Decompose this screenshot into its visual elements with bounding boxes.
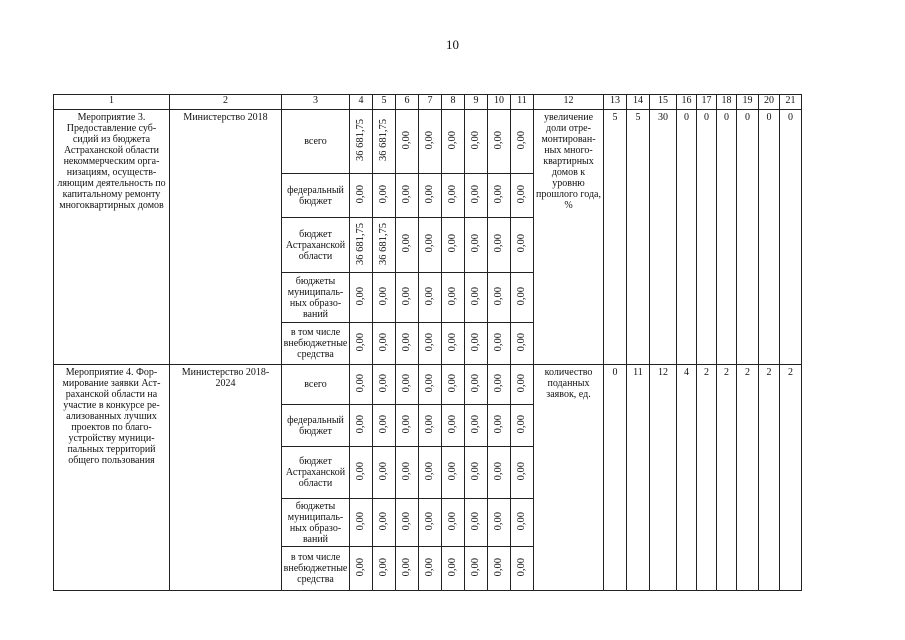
funding-value-cell	[488, 323, 511, 365]
funding-value-cell	[396, 218, 419, 273]
funding-value: 36 681,75	[355, 222, 366, 265]
funding-value-cell	[465, 547, 488, 591]
measure-title: Мероприятие 4. Формирование заявки Астраханской области на участие в конкурсе реализованных лучших проектов по благоустройству муниципальных территорий общего пользования	[54, 365, 170, 591]
funding-value: 0,00	[493, 414, 504, 434]
funding-value-cell	[442, 365, 465, 405]
funding-source: всего	[282, 110, 350, 174]
funding-value-cell	[419, 405, 442, 447]
funding-value-cell	[511, 174, 534, 218]
funding-value-cell	[373, 365, 396, 405]
funding-value: 0,00	[401, 414, 412, 434]
indicator-value: 0	[780, 110, 802, 365]
program-table	[53, 94, 802, 591]
indicator-value: 12	[650, 365, 677, 591]
funding-value-cell	[511, 499, 534, 547]
funding-value-cell	[511, 110, 534, 174]
column-header-4: 4	[350, 95, 373, 110]
funding-value-cell	[350, 174, 373, 218]
funding-value: 0,00	[493, 332, 504, 352]
column-header-3: 3	[282, 95, 350, 110]
funding-value: 0,00	[516, 130, 527, 150]
measure-executor: Министерство 2018-2024	[170, 365, 282, 591]
funding-source: в том числе внебюджетные средства	[282, 547, 350, 591]
funding-value: 0,00	[516, 557, 527, 577]
funding-value-cell	[396, 405, 419, 447]
funding-value: 0,00	[470, 286, 481, 306]
funding-value-cell	[396, 547, 419, 591]
funding-value: 0,00	[516, 286, 527, 306]
funding-value: 0,00	[355, 184, 366, 204]
funding-value-cell	[511, 218, 534, 273]
funding-value-cell	[396, 323, 419, 365]
funding-value-cell	[396, 447, 419, 499]
funding-value-cell	[419, 323, 442, 365]
funding-value-cell	[419, 499, 442, 547]
funding-value: 0,00	[401, 461, 412, 481]
funding-value-cell	[465, 323, 488, 365]
funding-value: 0,00	[493, 461, 504, 481]
funding-value: 0,00	[516, 511, 527, 531]
column-header-9: 9	[465, 95, 488, 110]
funding-value: 0,00	[401, 184, 412, 204]
funding-source: бюджеты муниципальных образований	[282, 273, 350, 323]
funding-value-cell	[396, 499, 419, 547]
column-header-14: 14	[627, 95, 650, 110]
funding-value: 0,00	[470, 130, 481, 150]
funding-value-cell	[465, 174, 488, 218]
funding-value-cell	[396, 110, 419, 174]
funding-value-cell	[419, 218, 442, 273]
table-row	[54, 110, 802, 174]
funding-source: бюджеты муниципальных образований	[282, 499, 350, 547]
funding-value-cell	[488, 174, 511, 218]
funding-value-cell	[442, 323, 465, 365]
funding-value: 0,00	[447, 461, 458, 481]
funding-value-cell	[488, 218, 511, 273]
funding-source: бюджет Астраханской области	[282, 447, 350, 499]
funding-value: 0,00	[447, 234, 458, 253]
funding-value: 0,00	[355, 332, 366, 352]
funding-value: 0,00	[516, 414, 527, 434]
funding-value: 0,00	[447, 414, 458, 434]
funding-value-cell	[465, 447, 488, 499]
funding-value-cell	[488, 273, 511, 323]
funding-value: 0,00	[470, 373, 481, 393]
column-header-10: 10	[488, 95, 511, 110]
funding-value-cell	[373, 499, 396, 547]
indicator-value: 4	[677, 365, 697, 591]
funding-value: 0,00	[355, 414, 366, 434]
funding-value-cell	[373, 323, 396, 365]
funding-value: 0,00	[424, 234, 435, 253]
column-header-20: 20	[759, 95, 780, 110]
funding-value: 0,00	[493, 184, 504, 204]
funding-value: 36 681,75	[378, 222, 389, 265]
funding-value-cell	[419, 447, 442, 499]
column-header-18: 18	[717, 95, 737, 110]
funding-value: 0,00	[424, 373, 435, 393]
indicator-value: 2	[697, 365, 717, 591]
indicator-value: 2	[737, 365, 759, 591]
column-header-1: 1	[54, 95, 170, 110]
funding-value: 0,00	[355, 511, 366, 531]
indicator-value: 2	[717, 365, 737, 591]
funding-value-cell	[465, 218, 488, 273]
funding-value: 0,00	[493, 234, 504, 253]
funding-value-cell	[419, 110, 442, 174]
indicator-value: 11	[627, 365, 650, 591]
funding-value: 0,00	[378, 373, 389, 393]
indicator-value: 2	[759, 365, 780, 591]
header-row	[54, 95, 802, 110]
funding-value-cell	[442, 174, 465, 218]
funding-value-cell	[511, 273, 534, 323]
funding-value: 0,00	[493, 511, 504, 531]
funding-value-cell	[465, 499, 488, 547]
funding-value: 0,00	[447, 286, 458, 306]
funding-value-cell	[442, 110, 465, 174]
column-header-11: 11	[511, 95, 534, 110]
funding-value-cell	[396, 174, 419, 218]
funding-value-cell	[488, 110, 511, 174]
funding-value: 0,00	[401, 511, 412, 531]
funding-value-cell	[350, 218, 373, 273]
funding-value: 0,00	[424, 461, 435, 481]
column-header-13: 13	[604, 95, 627, 110]
funding-value: 0,00	[378, 414, 389, 434]
funding-value-cell	[396, 273, 419, 323]
funding-source: всего	[282, 365, 350, 405]
funding-value-cell	[465, 365, 488, 405]
funding-value: 0,00	[401, 332, 412, 352]
funding-value: 0,00	[470, 332, 481, 352]
column-header-19: 19	[737, 95, 759, 110]
funding-value-cell	[511, 447, 534, 499]
indicator-value: 30	[650, 110, 677, 365]
funding-value: 0,00	[516, 373, 527, 393]
funding-value: 36 681,75	[378, 119, 389, 161]
funding-source: в том числе внебюджетные средства	[282, 323, 350, 365]
indicator-value: 5	[604, 110, 627, 365]
funding-value-cell	[350, 499, 373, 547]
indicator-value: 0	[677, 110, 697, 365]
funding-value: 0,00	[424, 414, 435, 434]
funding-value: 0,00	[447, 557, 458, 577]
funding-value: 0,00	[516, 461, 527, 481]
funding-source: федеральный бюджет	[282, 174, 350, 218]
funding-value-cell	[373, 547, 396, 591]
funding-value-cell	[373, 218, 396, 273]
funding-value: 0,00	[447, 511, 458, 531]
column-header-7: 7	[419, 95, 442, 110]
column-header-12: 12	[534, 95, 604, 110]
funding-source: бюджет Астраханской области	[282, 218, 350, 273]
column-header-16: 16	[677, 95, 697, 110]
funding-value-cell	[350, 405, 373, 447]
funding-value: 0,00	[424, 557, 435, 577]
funding-value: 0,00	[424, 184, 435, 204]
funding-value: 0,00	[516, 234, 527, 253]
funding-value: 0,00	[424, 332, 435, 352]
funding-value: 0,00	[447, 184, 458, 204]
funding-value-cell	[396, 365, 419, 405]
funding-value: 0,00	[378, 184, 389, 204]
funding-value: 0,00	[378, 461, 389, 481]
funding-value-cell	[373, 273, 396, 323]
funding-value-cell	[442, 405, 465, 447]
funding-value-cell	[373, 110, 396, 174]
column-header-8: 8	[442, 95, 465, 110]
funding-value: 0,00	[424, 130, 435, 150]
funding-value: 0,00	[355, 373, 366, 393]
funding-value-cell	[511, 547, 534, 591]
column-header-17: 17	[697, 95, 717, 110]
funding-value: 0,00	[516, 332, 527, 352]
funding-value: 0,00	[470, 234, 481, 253]
funding-value-cell	[442, 273, 465, 323]
indicator-name: количество поданных заявок, ед.	[534, 365, 604, 591]
funding-value: 0,00	[401, 557, 412, 577]
funding-value: 0,00	[447, 373, 458, 393]
funding-value-cell	[488, 365, 511, 405]
funding-value: 0,00	[470, 461, 481, 481]
column-header-15: 15	[650, 95, 677, 110]
measure-executor: Министерство 2018	[170, 110, 282, 365]
funding-value-cell	[350, 110, 373, 174]
funding-value-cell	[442, 218, 465, 273]
funding-value: 0,00	[401, 234, 412, 253]
funding-value-cell	[350, 547, 373, 591]
column-header-21: 21	[780, 95, 802, 110]
funding-value-cell	[350, 365, 373, 405]
funding-value-cell	[488, 405, 511, 447]
table-row	[54, 365, 802, 405]
funding-value: 0,00	[355, 461, 366, 481]
funding-value-cell	[511, 405, 534, 447]
funding-value: 0,00	[493, 130, 504, 150]
funding-value: 0,00	[493, 557, 504, 577]
funding-value: 0,00	[378, 511, 389, 531]
funding-value-cell	[350, 273, 373, 323]
funding-value: 0,00	[493, 286, 504, 306]
indicator-value: 0	[717, 110, 737, 365]
funding-value: 0,00	[470, 414, 481, 434]
funding-value: 0,00	[493, 373, 504, 393]
measure-title: Мероприятие 3. Предоставление субсидий из бюджета Астраханской области некоммерческим организациям, осуществляющим деятельность по капитальному ремонту многоквартирных домов	[54, 110, 170, 365]
column-header-6: 6	[396, 95, 419, 110]
indicator-name: увеличение доли отремонтированных многоквартирных домов к уровню прошлого года, %	[534, 110, 604, 365]
funding-value-cell	[442, 447, 465, 499]
funding-value: 0,00	[378, 557, 389, 577]
column-header-2: 2	[170, 95, 282, 110]
funding-value-cell	[419, 273, 442, 323]
funding-value: 0,00	[447, 130, 458, 150]
indicator-value: 2	[780, 365, 802, 591]
funding-value: 0,00	[424, 286, 435, 306]
funding-value-cell	[488, 547, 511, 591]
funding-value-cell	[419, 174, 442, 218]
indicator-value: 0	[697, 110, 717, 365]
funding-value-cell	[373, 174, 396, 218]
funding-value: 36 681,75	[355, 119, 366, 161]
column-header-5: 5	[373, 95, 396, 110]
funding-value: 0,00	[401, 373, 412, 393]
funding-value: 0,00	[516, 184, 527, 204]
funding-value: 0,00	[401, 130, 412, 150]
funding-value: 0,00	[401, 286, 412, 306]
funding-value: 0,00	[355, 286, 366, 306]
funding-value: 0,00	[470, 511, 481, 531]
funding-value-cell	[373, 447, 396, 499]
funding-value-cell	[488, 447, 511, 499]
funding-value: 0,00	[355, 557, 366, 577]
indicator-value: 0	[759, 110, 780, 365]
funding-source: федеральный бюджет	[282, 405, 350, 447]
funding-value-cell	[442, 547, 465, 591]
page-number: 10	[446, 37, 459, 52]
indicator-value: 0	[737, 110, 759, 365]
funding-value: 0,00	[378, 286, 389, 306]
indicator-value: 5	[627, 110, 650, 365]
funding-value-cell	[488, 499, 511, 547]
indicator-value: 0	[604, 365, 627, 591]
funding-value: 0,00	[424, 511, 435, 531]
funding-value-cell	[511, 365, 534, 405]
funding-value-cell	[350, 323, 373, 365]
funding-value: 0,00	[447, 332, 458, 352]
funding-value: 0,00	[470, 557, 481, 577]
funding-value-cell	[419, 365, 442, 405]
funding-value-cell	[465, 273, 488, 323]
funding-value-cell	[465, 110, 488, 174]
funding-value-cell	[465, 405, 488, 447]
funding-value-cell	[350, 447, 373, 499]
funding-value-cell	[419, 547, 442, 591]
funding-value: 0,00	[470, 184, 481, 204]
funding-value-cell	[373, 405, 396, 447]
funding-value: 0,00	[378, 332, 389, 352]
funding-value-cell	[442, 499, 465, 547]
funding-value-cell	[511, 323, 534, 365]
